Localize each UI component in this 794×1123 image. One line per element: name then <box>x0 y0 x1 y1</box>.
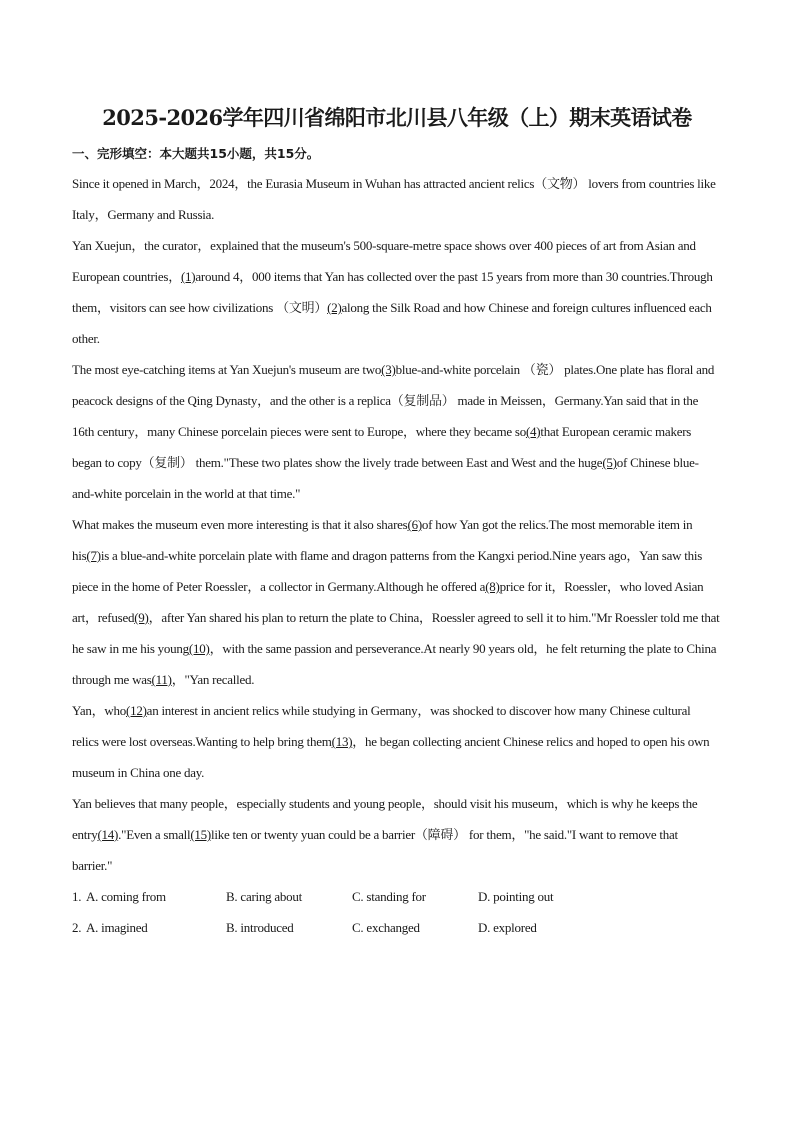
cloze-blank: (8) <box>485 579 500 594</box>
answer-option-a[interactable]: A. coming from <box>86 889 166 904</box>
passage-paragraph <box>72 354 720 509</box>
question-row <box>72 912 720 943</box>
page-title: 2025-2026学年四川省绵阳市北川县八年级（上）期末英语试卷 <box>102 105 692 130</box>
cloze-blank: (3) <box>381 362 396 377</box>
passage-text: ，with the same passion and perseverance.At nearly 90 years old，he felt returning the plate to China through me was <box>72 641 717 687</box>
answer-option-c[interactable]: C. exchanged <box>352 920 420 935</box>
cloze-blank: (5) <box>602 455 617 470</box>
answer-option-a[interactable]: A. imagined <box>86 920 148 935</box>
answer-option-d[interactable]: D. pointing out <box>478 889 554 904</box>
passage-text: of Chinese blue-and-white porcelain in the world at that time." <box>72 455 699 501</box>
question-number: 1. <box>72 889 82 904</box>
answer-option-c[interactable]: C. standing for <box>352 889 426 904</box>
passage-text: Yan，who <box>72 703 126 718</box>
passage-text: Yan Xuejun，the curator，explained that the museum's 500-square-metre space shows over 400 pieces of art from Asian and European countries， <box>72 238 696 284</box>
cloze-blank: (4) <box>525 424 541 439</box>
passage-text: ，he began collecting ancient Chinese relics and hoped to open his own museum in China one day. <box>72 734 710 780</box>
answer-option-b[interactable]: B. caring about <box>226 889 303 904</box>
passage-text: ，after Yan shared his plan to return the plate to China，Roessler agreed to sell it to him."Mr Roessler told me that he saw in me his young <box>72 610 720 656</box>
answer-option-b[interactable]: B. introduced <box>226 920 294 935</box>
passage-text: is a blue-and-white porcelain plate with flame and dragon patterns from the Kangxi period.Nine years ago，Yan saw this piece in the home of Peter Roessler，a collector in Germany.Although he offered a <box>72 548 703 594</box>
cloze-blank: (9) <box>134 610 149 625</box>
passage-text: What makes the museum even more interesting is that it also shares <box>72 517 408 532</box>
passage-text: ."Even a small <box>118 827 191 842</box>
cloze-blank: (11) <box>151 672 172 687</box>
passage <box>72 168 720 881</box>
passage-body <box>72 168 720 943</box>
passage-text: along the Silk Road and how Chinese and foreign cultures influenced each other. <box>72 300 712 346</box>
question-number: 2. <box>72 920 82 935</box>
passage-paragraph <box>72 695 720 788</box>
cloze-blank: (14) <box>97 827 119 842</box>
passage-paragraph <box>72 230 720 354</box>
passage-text: that European ceramic makers began to copy（复制） them."These two plates show the lively trade between East and West and the huge <box>72 424 692 470</box>
passage-text: blue-and-white porcelain （瓷） plates.One plate has floral and peacock designs of the Qing Dynasty，and the other is a replica（复制品） made in Meissen，Germany.Yan said that in the 16th century，many Chinese porcelain pieces were sent to Europe，where they became so <box>72 362 715 439</box>
passage-text: price for it，Roessler，who loved Asian art，refused <box>72 579 704 625</box>
answer-option-d[interactable]: D. explored <box>478 920 537 935</box>
cloze-blank: (6) <box>407 517 422 532</box>
passage-text: Since it opened in March，2024，the Eurasia Museum in Wuhan has attracted ancient relics（文物） lovers from countries like Italy，Germany and Russia. <box>72 176 716 222</box>
question-options <box>72 881 720 943</box>
passage-text: an interest in ancient relics while studying in Germany，was shocked to discover how many Chinese cultural relics were lost overseas.Wanting to help bring them <box>72 703 691 749</box>
question-row <box>72 881 720 912</box>
cloze-blank: (12) <box>126 703 147 718</box>
cloze-blank: (2) <box>327 300 342 315</box>
passage-text: of how Yan got the relics.The most memorable item in his <box>72 517 693 563</box>
cloze-blank: (15) <box>190 827 212 842</box>
passage-text: Yan believes that many people，especially students and young people，should visit his museum，which is why he keeps the entry <box>72 796 698 842</box>
passage-text: around 4，000 items that Yan has collected over the past 15 years from more than 30 countries.Through them，visitors can see how civilizations （文明） <box>72 269 713 315</box>
cloze-blank: (7) <box>86 548 101 563</box>
passage-text: The most eye-catching items at Yan Xuejun's museum are two <box>72 362 382 377</box>
passage-paragraph <box>72 168 720 230</box>
passage-text: ，"Yan recalled. <box>171 672 255 687</box>
cloze-blank: (10) <box>188 641 210 656</box>
cloze-blank: (1) <box>180 269 196 284</box>
passage-paragraph <box>72 788 720 881</box>
section-heading: 一、完形填空：本大题共15小题，共15分。 <box>72 146 320 161</box>
passage-text: like ten or twenty yuan could be a barrier（障碍） for them，"he said."I want to remove that barrier." <box>72 827 678 873</box>
passage-paragraph <box>72 509 720 695</box>
cloze-blank: (13) <box>331 734 353 749</box>
